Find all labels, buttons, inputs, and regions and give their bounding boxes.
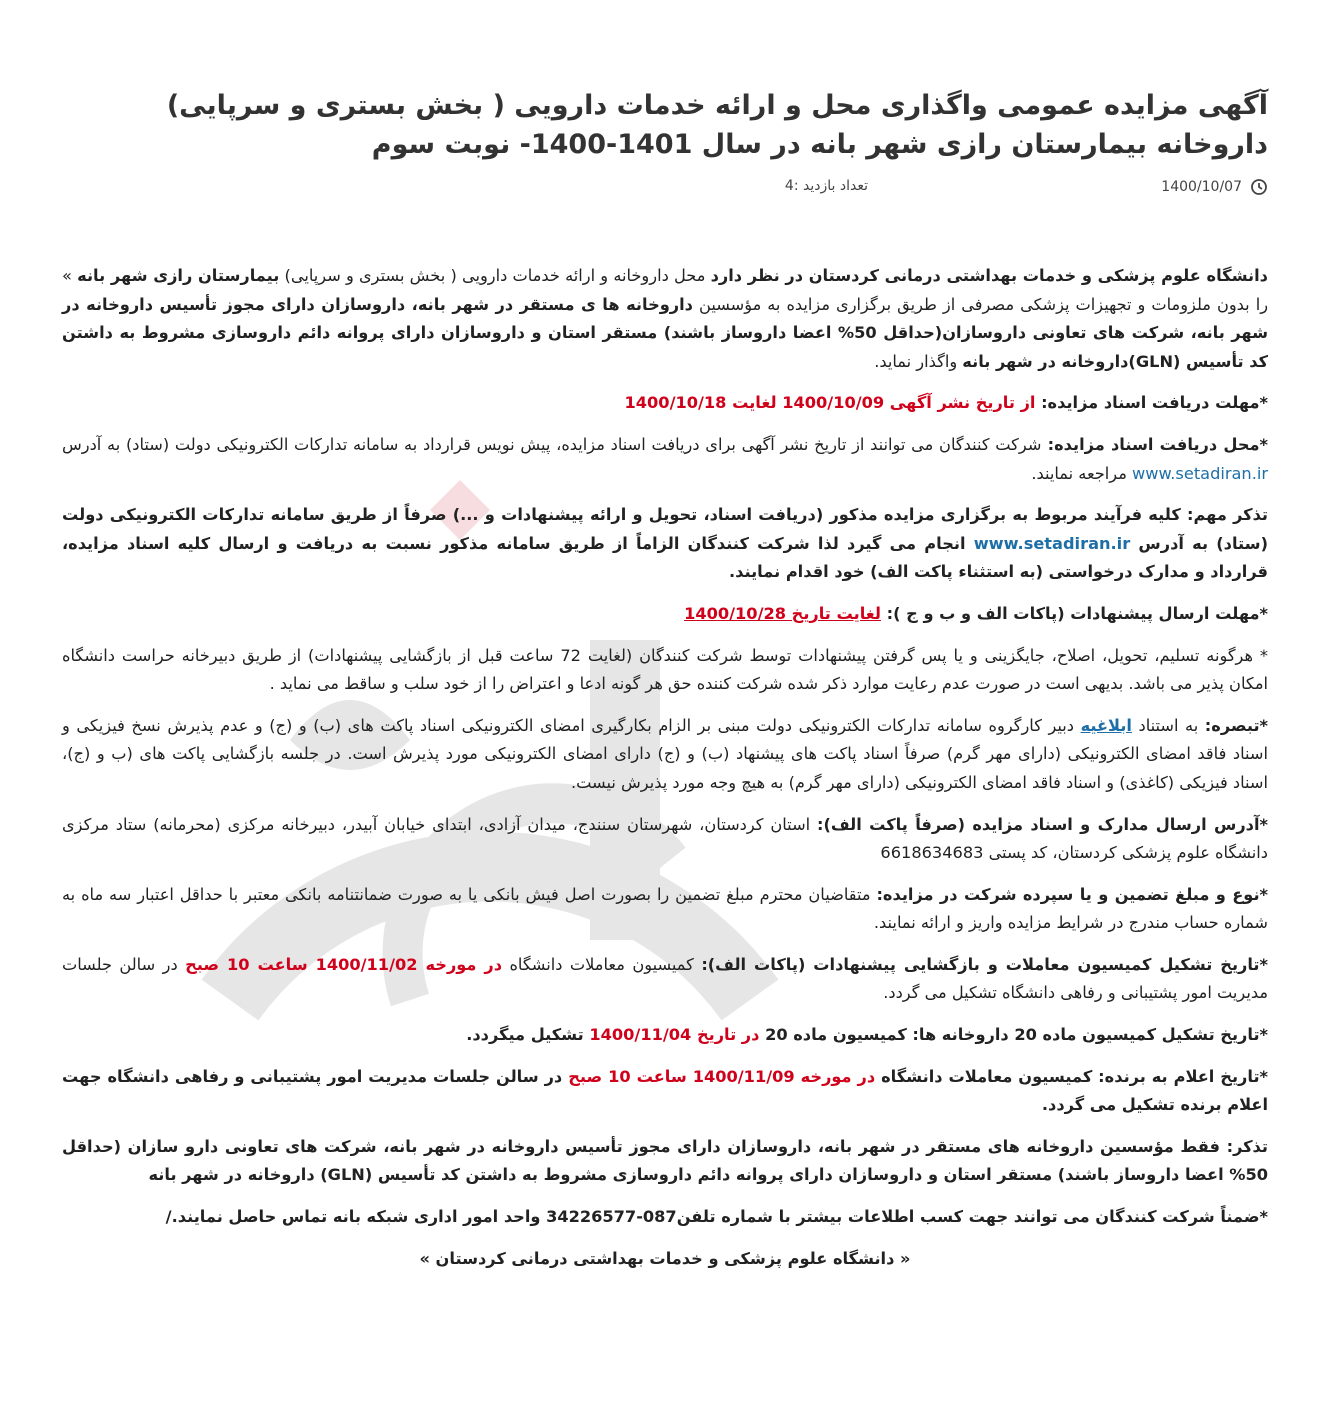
- intro-bold-2: بیمارستان رازی شهر بانه: [77, 266, 280, 285]
- paragraph-eligibility-note: [62, 1133, 1268, 1190]
- bid-deadline-value: لغایت تاریخ 1400/10/28: [684, 603, 882, 623]
- intro-text-1: محل داروخانه و ارائه خدمات دارویی ( بخش بستری و سرپایی): [279, 266, 711, 285]
- paragraph-address: [62, 811, 1268, 868]
- paragraph-bid-changes: * هرگونه تسلیم، تحویل، اصلاح، جایگزینی و یا پس گرفتن پیشنهادات توسط شرکت کنندگان (لغایت 72 ساعت قبل از بازگشایی پیشنهادات) از طریق دبیرخانه حراست دانشگاه امکان پذیر می باشد. بدیهی است در صورت عدم رعایت موارد ذکر شده شرکت کننده حق هر گونه ادعا و اعتراض را از خود سلب و ساقط می نماید .: [62, 645, 1268, 694]
- intro-text-2: » را بدون ملزومات و تجهیزات پزشکی مصرفی از طریق برگزاری مزایده به مؤسسین: [62, 266, 1269, 314]
- tabsareh-text-1: به استناد: [1131, 715, 1205, 735]
- paragraph-signature: [62, 1245, 1268, 1274]
- article20-bold-2: تشکیل میگردد.: [466, 1025, 590, 1045]
- guarantee-text: متقاضیان محترم مبلغ تضمین را بصورت اصل فیش بانکی یا به صورت ضمانتنامه بانکی معتبر با حداقل اعتبار سه ماه به شماره حساب مندرج در شرایط مزایده واریز و ارائه نمایند.: [62, 884, 1268, 933]
- paragraph-commission-date: [62, 951, 1268, 1008]
- meta-bar: [62, 178, 1268, 200]
- commission-date-value: در مورخه 1400/11/02 ساعت 10 صبح: [185, 954, 502, 974]
- setadiran-link[interactable]: www.setadiran.ir: [1132, 463, 1268, 483]
- paragraph-article20: [62, 1021, 1268, 1050]
- doc-deadline-label: *مهلت دریافت اسناد مزایده:: [1035, 393, 1268, 413]
- intro-bold-3: داروخانه ها ی مستقر در شهر بانه، داروسازان دارای مجوز تأسیس داروخانه در شهر بانه، شرکت های تعاونی داروسازان(حداقل 50% اعضا داروساز باشند) مستقر استان و داروسازان دارای پروانه دائم داروسازی مشروط به داشتن کد تأسیس (GLN)داروخانه در شهر بانه: [62, 294, 1268, 371]
- paragraph-contact: [62, 1203, 1268, 1232]
- doc-deadline-value: از تاریخ نشر آگهی 1400/10/09 لغایت 1400/10/18: [624, 393, 1036, 413]
- signature-bold: « دانشگاه علوم پزشکی و خدمات بهداشتی درمانی کردستان »: [419, 1248, 911, 1268]
- page-title: آگهی مزایده عمومی واگذاری محل و ارائه خدمات دارویی ( بخش بستری و سرپایی) داروخانه بیمارستان رازی شهر بانه در سال 1401-1400- نوبت سوم: [166, 90, 1268, 160]
- tabsareh-text-2: دبیر کارگروه سامانه تدارکات الکترونیکی دولت مبنی بر الزام بکارگیری امضای الکترونیکی اسناد پاکت های (ب) و (ج) و عدم پذیرش نسخ فیزیکی و اسناد فاقد امضای الکترونیکی (دارای مهر گرم) صرفاً اسناد پاکت های پیشنهاد (ب) و (ج) دارای امضای الکترونیکی مورد پذیرش است. در جلسه بازگشایی پاکت های (ب و (ج)، اسناد فیزیکی (کاغذی) و اسناد فاقد امضای الکترونیکی (دارای مهر گرم) به هیچ وجه مورد پذیرش نیست.: [62, 715, 1268, 792]
- visit-count: تعداد بازدید :4: [784, 178, 868, 194]
- winner-bold-2: در سالن جلسات مدیریت امور پشتیبانی و رفاهی دانشگاه جهت اعلام برنده تشکیل می گردد.: [62, 1066, 1268, 1115]
- paragraph-winner: [62, 1063, 1268, 1120]
- article20-date-value: در تاریخ 1400/11/04: [589, 1025, 760, 1045]
- bid-deadline-label: *مهلت ارسال پیشنهادات (پاکات الف و ب و ج ):: [881, 603, 1268, 623]
- address-text: استان کردستان، شهرستان سنندج، میدان آزادی، ابتدای خیابان آبیدر، دبیرخانه مرکزی (محرمانه) ستاد مرکزی دانشگاه علوم پزشکی کردستان، کد پستی 6618634683: [62, 814, 1268, 863]
- doc-location-text-end: مراجعه نمایند.: [1031, 463, 1133, 483]
- paragraph-important-note: [62, 501, 1268, 587]
- eblaghieh-link[interactable]: ابلاغیه: [1080, 715, 1132, 735]
- commission-label: *تاریخ تشکیل کمیسیون معاملات و بازگشایی پیشنهادات (پاکات الف):: [701, 954, 1268, 974]
- article20-bold-1: *تاریخ تشکیل کمیسیون ماده 20 داروخانه ها: کمیسیون ماده 20: [759, 1025, 1268, 1045]
- paragraph-bid-deadline: [62, 600, 1268, 629]
- commission-text-1: کمیسیون معاملات دانشگاه: [502, 954, 702, 974]
- clock-icon: [1250, 178, 1268, 196]
- paragraph-note-tabsareh: [62, 712, 1268, 798]
- guarantee-label: *نوع و مبلغ تضمین و یا سپرده شرکت در مزایده:: [876, 884, 1269, 904]
- important-note-bold-1: تذکر مهم: کلیه فرآیند مربوط به برگزاری مزایده مذکور (دریافت اسناد، تحویل و ارائه پیشنهادات و ...) صرفاً از طریق سامانه تدارکات الکترونیکی دولت (ستاد) به آدرس: [62, 505, 1268, 553]
- winner-date-value: در مورخه 1400/11/09 ساعت 10 صبح: [568, 1066, 876, 1086]
- publish-date: [1161, 178, 1268, 196]
- contact-bold: *ضمناً شرکت کنندگان می توانند جهت کسب اطلاعات بیشتر با شماره تلفن087-34226577 واحد امور اداری شبکه بانه تماس حاصل نمایند./: [165, 1207, 1268, 1227]
- paragraph-intro: [62, 262, 1268, 376]
- publish-date-text: 1400/10/07: [1161, 179, 1242, 195]
- setadiran-link-2[interactable]: www.setadiran.ir: [973, 533, 1131, 553]
- paragraph-doc-deadline: [62, 389, 1268, 418]
- doc-location-text: شرکت کنندگان می توانند از تاریخ نشر آگهی برای دریافت اسناد مزایده، پیش نویس قرارداد به سامانه تدارکات الکترونیکی دولت (ستاد) به آدرس: [62, 434, 1042, 454]
- doc-location-label: *محل دریافت اسناد مزایده:: [1041, 434, 1268, 454]
- eligibility-bold: تذکر: فقط مؤسسین داروخانه های مستقر در شهر بانه، داروسازان دارای مجوز تأسیس داروخانه در شهر بانه، شرکت های تعاونی دارو سازان (حداقل 50% اعضا داروساز باشند) مستقر استان و داروسازان دارای پروانه دائم داروسازی مشروط به داشتن کد تأسیس (GLN) داروخانه در شهر بانه: [62, 1136, 1268, 1185]
- intro-bold-1: دانشگاه علوم پزشکی و خدمات بهداشتی درمانی کردستان در نظر دارد: [710, 266, 1268, 285]
- winner-bold-1: *تاریخ اعلام به برنده: کمیسیون معاملات دانشگاه: [875, 1066, 1268, 1086]
- announcement-body: [62, 262, 1268, 1286]
- paragraph-doc-location: [62, 431, 1268, 488]
- important-note-bold-2: انجام می گیرد لذا شرکت کنندگان الزاماً از طریق سامانه مذکور نسبت به دریافت و ارسال کلیه اسناد مزایده، قرارداد و مدارک درخواستی (به استثناء پاکت الف) خود اقدام نمایند.: [62, 533, 1268, 582]
- commission-text-2: در سالن جلسات مدیریت امور پشتیبانی و رفاهی دانشگاه تشکیل می گردد.: [62, 954, 1268, 1003]
- paragraph-guarantee: [62, 881, 1268, 938]
- intro-text-3: واگذار نماید.: [874, 351, 963, 371]
- address-label: *آدرس ارسال مدارک و اسناد مزایده (صرفاً پاکت الف):: [817, 814, 1268, 834]
- tabsareh-label: *تبصره:: [1204, 715, 1268, 735]
